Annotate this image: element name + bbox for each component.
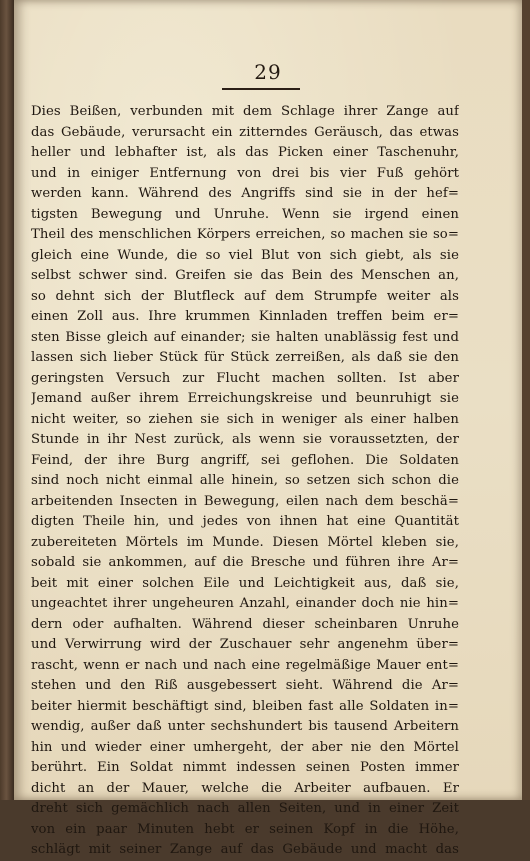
text-line: gleich eine Wunde, die so viel Blut von sich giebt, als sie xyxy=(31,247,459,263)
text-line: Jemand außer ihrem Erreichungskreise und beunruhigt sie xyxy=(31,391,459,406)
page-number: 29 xyxy=(254,60,282,84)
text-line: heller und lebhafter ist, als das Picken einer Taschenuhr, xyxy=(31,145,459,160)
text-line: beit mit einer solchen Eile und Leichtigkeit aus, daß sie, xyxy=(31,575,459,591)
text-line: beiter hiermit beschäftigt sind, bleiben fast alle Soldaten in= xyxy=(31,698,459,714)
text-line: rascht, wenn er nach und nach eine regelmäßige Mauer ent= xyxy=(31,657,459,673)
text-line: ungeachtet ihrer ungeheuren Anzahl, einander doch nie hin= xyxy=(31,596,459,611)
text-line: dreht sich gemächlich nach allen Seiten, und in einer Zeit xyxy=(31,801,459,816)
text-line: Stunde in ihr Nest zurück, als wenn sie voraussetzten, der xyxy=(31,432,459,447)
text-line: einen Zoll aus. Ihre krummen Kinnladen treffen beim er= xyxy=(31,309,459,324)
text-line: digten Theile hin, und jedes von ihnen hat eine Quantität xyxy=(31,514,459,529)
header-rule xyxy=(222,88,300,90)
text-line: lassen sich lieber Stück für Stück zerreißen, als daß sie den xyxy=(31,350,459,365)
text-line: wendig, außer daß unter sechshundert bis tausend Arbeitern xyxy=(31,719,459,734)
text-line: berührt. Ein Soldat nimmt indessen seinen Posten immer xyxy=(31,760,459,775)
text-line: sobald sie ankommen, auf die Bresche und führen ihre Ar= xyxy=(31,555,459,570)
text-line: dern oder aufhalten. Während dieser scheinbaren Unruhe xyxy=(31,616,459,632)
book-page xyxy=(14,0,522,857)
text-line: und Verwirrung wird der Zuschauer sehr angenehm über= xyxy=(31,637,459,652)
text-line: das Gebäude, verursacht ein zitterndes Geräusch, das etwas xyxy=(31,124,459,140)
text-line: selbst schwer sind. Greifen sie das Bein des Menschen an, xyxy=(31,268,459,283)
body-text xyxy=(31,102,459,861)
text-line: sind noch nicht einmal alle hinein, so setzen sich schon die xyxy=(31,473,459,488)
text-line: Theil des menschlichen Körpers erreichen, so machen sie so= xyxy=(31,227,459,242)
text-line: und in einiger Entfernung von drei bis vier Fuß gehört xyxy=(31,165,459,181)
text-line: nicht weiter, so ziehen sie sich in weniger als einer halben xyxy=(31,411,459,427)
text-line: von ein paar Minuten hebt er seinen Kopf in die Höhe, xyxy=(31,821,459,837)
text-line: hin und wieder einer umhergeht, der aber nie den Mörtel xyxy=(31,739,459,755)
text-line: zubereiteten Mörtels im Munde. Diesen Mörtel kleben sie, xyxy=(31,534,459,550)
text-line: sten Bisse gleich auf einander; sie halten unablässig fest und xyxy=(31,329,459,345)
text-line: so dehnt sich der Blutfleck auf dem Strumpfe weiter als xyxy=(31,288,459,304)
text-line: stehen und den Riß ausgebessert sieht. Während die Ar= xyxy=(31,678,459,693)
text-line: arbeitenden Insecten in Bewegung, eilen nach dem beschä= xyxy=(31,493,459,509)
text-line: geringsten Versuch zur Flucht machen sollten. Ist aber xyxy=(31,370,459,386)
text-line: Dies Beißen, verbunden mit dem Schlage ihrer Zange auf xyxy=(31,104,459,119)
text-line: tigsten Bewegung und Unruhe. Wenn sie irgend einen xyxy=(31,206,459,222)
text-line: werden kann. Während des Angriffs sind sie in der hef= xyxy=(31,186,459,201)
text-line: schlägt mit seiner Zange auf das Gebäude und macht das xyxy=(31,842,459,857)
text-line: dicht an der Mauer, welche die Arbeiter aufbauen. Er xyxy=(31,780,459,796)
text-line: Feind, der ihre Burg angriff, sei geflohen. Die Soldaten xyxy=(31,452,459,468)
